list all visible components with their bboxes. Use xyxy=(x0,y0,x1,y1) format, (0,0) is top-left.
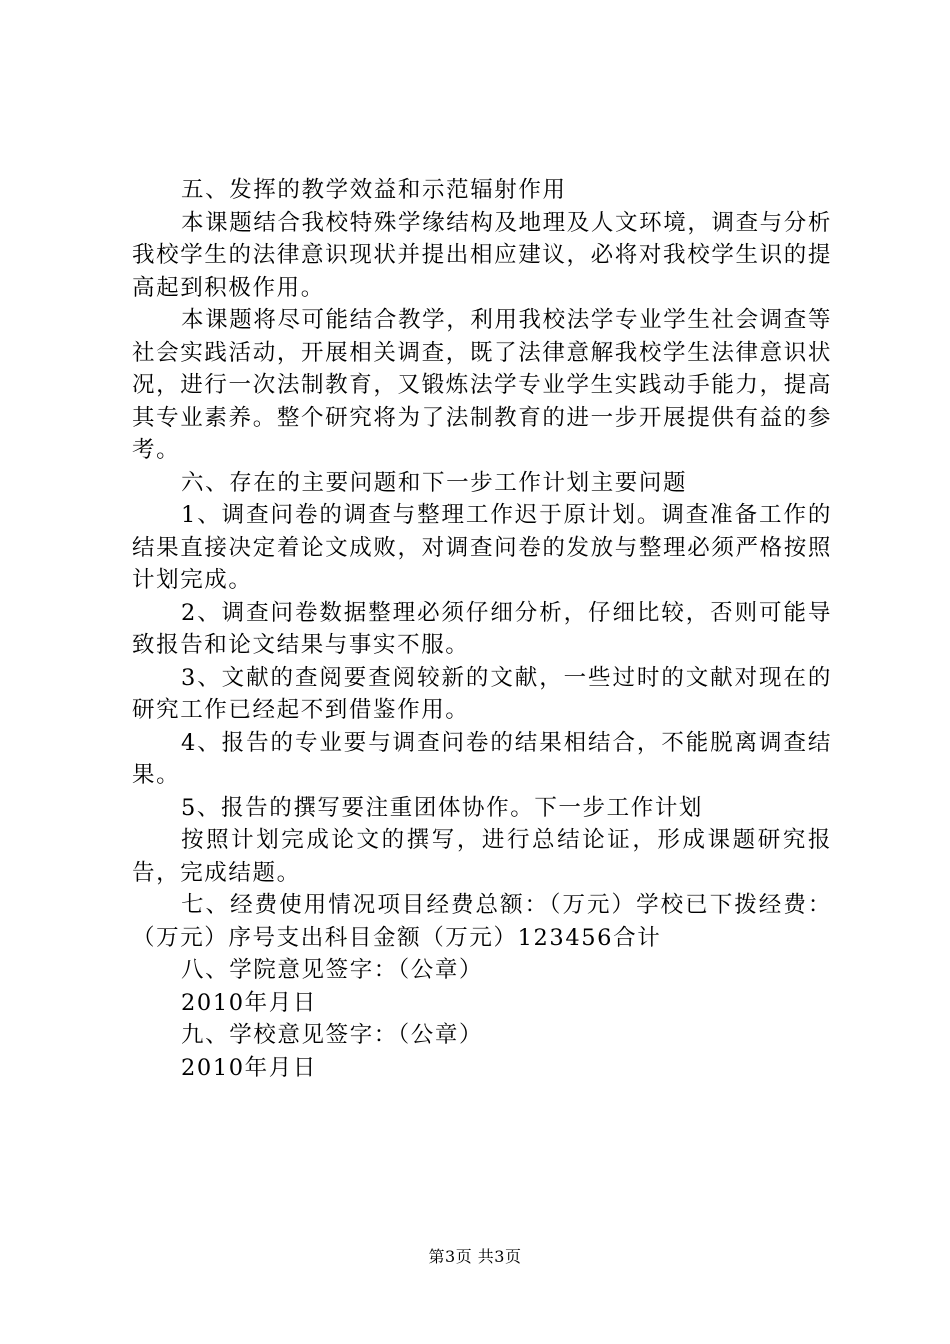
list-item-4: 4、报告的专业要与调查问卷的结果相结合，不能脱离调查结果。 xyxy=(132,729,832,788)
document-body xyxy=(132,174,832,1084)
section-heading-6: 六、存在的主要问题和下一步工作计划主要问题 xyxy=(181,469,688,496)
list-item-5: 5、报告的撰写要注重团体协作。下一步工作计划 xyxy=(181,794,704,821)
list-item-1: 1、调查问卷的调查与整理工作迟于原计划。调查准备工作的结果直接决定着论文成败，对调查问卷的发放与整理必须严格按照计划完成。 xyxy=(132,502,832,593)
section-heading-7: 七、经费使用情况项目经费总额：（万元）学校已下拨经费：（万元）序号支出科目金额（万元）123456合计 xyxy=(132,892,832,951)
date-line: 2010年月日 xyxy=(181,1054,317,1081)
page-number-footer: 第3页 共3页 xyxy=(428,1247,522,1266)
list-item-2: 2、调查问卷数据整理必须仔细分析，仔细比较，否则可能导致报告和论文结果与事实不服。 xyxy=(132,599,832,658)
section-heading-8: 八、学院意见签字：（公章） xyxy=(181,957,484,983)
list-item-3: 3、文献的查阅要查阅较新的文献，一些过时的文献对现在的研究工作已经起不到借鉴作用。 xyxy=(132,664,832,723)
section-heading-5: 五、发挥的教学效益和示范辐射作用 xyxy=(181,177,567,203)
body-paragraph: 按照计划完成论文的撰写，进行总结论证，形成课题研究报告，完成结题。 xyxy=(132,827,832,886)
section-heading-9: 九、学校意见签字：（公章） xyxy=(181,1022,484,1048)
body-paragraph: 本课题将尽可能结合教学，利用我校法学专业学生社会调查等社会实践活动，开展相关调查，既了法律意解我校学生法律意识状况，进行一次法制教育，又锻炼法学专业学生实践动手能力，提高其专业素养。整个研究将为了法制教育的进一步开展提供有益的参考。 xyxy=(132,307,832,463)
date-line: 2010年月日 xyxy=(181,989,317,1016)
body-paragraph: 本课题结合我校特殊学缘结构及地理及人文环境，调查与分析我校学生的法律意识现状并提出相应建议，必将对我校学生识的提高起到积极作用。 xyxy=(132,209,832,301)
